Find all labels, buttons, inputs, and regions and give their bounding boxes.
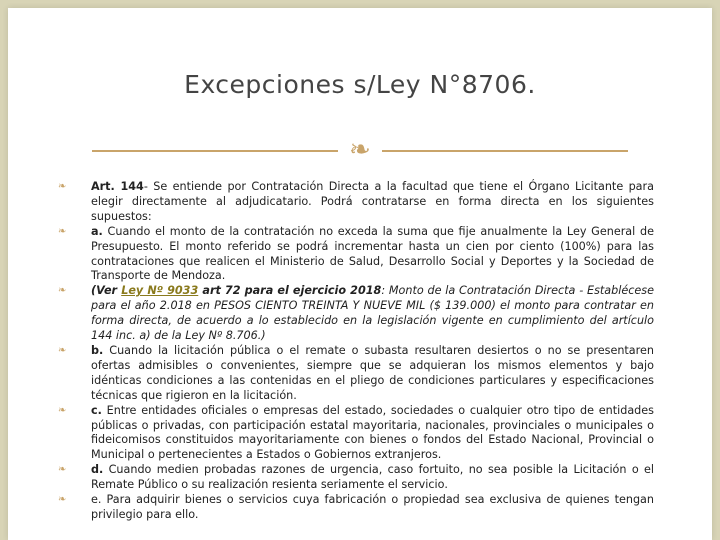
bullet-list [58, 180, 654, 523]
slide-title: Excepciones s/Ley N°8706. [184, 70, 536, 99]
item-text: - Se entiende por Contratación Directa a la facultad que tiene el Órgano Licitante para elegir directamente al adjudicatario. Podrá contratarse en forma directa en los siguientes supuestos: [91, 180, 654, 223]
item-lead: d. [91, 463, 104, 477]
item-text: e. Para adquirir bienes o servicios cuya fabricación o propiedad sea exclusiva de quienes tengan privilegio para ello. [91, 493, 654, 521]
list-item [58, 344, 654, 404]
divider-line-right [382, 150, 628, 152]
item-prefix: (Ver [91, 284, 122, 298]
law-link[interactable]: Ley Nº 9033 [121, 284, 199, 298]
list-item [58, 180, 654, 225]
item-text: Cuando el monto de la contratación no exceda la suma que fije anualmente la Ley General de Presupuesto. El monto referido se podrá incrementar hasta un cien por ciento (100%) para las contrataciones que realicen el Ministerio de Salud, Desarrollo Social y Deportes y la Sociedad de Transporte de Mendoza. [91, 224, 654, 283]
leaf-bullet-icon: ❧ [58, 285, 67, 297]
ornament-icon: ❧ [349, 135, 371, 165]
list-item [58, 284, 654, 344]
leaf-bullet-icon: ❧ [58, 181, 67, 192]
leaf-bullet-icon: ❧ [58, 464, 67, 476]
item-text: Cuando la licitación pública o el remate o subasta resultaren desiertos o no se presentaren ofertas admisibles o convenientes, siempre que se adquieran los mismos elementos y bajo idénticas condiciones a las contenidas en el pliego de condiciones particulares y especificaciones técnicas que rigieron en la licitación. [91, 343, 654, 402]
leaf-bullet-icon: ❧ [58, 344, 67, 356]
list-item [58, 404, 654, 464]
leaf-bullet-icon: ❧ [58, 494, 67, 506]
item-emphasis: art 72 para el ejercicio 2018 [198, 284, 382, 298]
leaf-bullet-icon: ❧ [58, 225, 67, 237]
list-item [58, 493, 654, 523]
leaf-bullet-icon: ❧ [58, 404, 67, 416]
item-text: : Monto de la Contratación Directa - Establécese para el año 2.018 en PESOS CIENTO TREINTA Y NUEVE MIL ($ 139.000) el monto para contratar en forma directa, de acuerdo a lo establecido en la legislación vigente en cumplimiento del artículo 144 inc. a) de la Ley Nº 8.706.) [91, 284, 654, 343]
item-lead: b. [91, 343, 104, 357]
divider-line-left [92, 150, 338, 152]
item-lead: c. [91, 403, 102, 417]
list-item [58, 463, 654, 493]
item-text: Entre entidades oficiales o empresas del estado, sociedades o cualquier otro tipo de entidades públicas o privadas, con participación estatal mayoritaria, nacionales, provinciales o municipales o fideicomisos constituidos mayoritariamente con bienes o fondos del Estado Nacional, Provincial o Municipal o pertenecientes a Estados o Gobiernos extranjeros. [91, 403, 654, 462]
item-lead: Art. 144 [91, 180, 144, 193]
list-item [58, 225, 654, 285]
item-lead: a. [91, 224, 103, 238]
item-text: Cuando medien probadas razones de urgencia, caso fortuito, no sea posible la Licitación o el Remate Público o su realización resienta seriamente el servicio. [91, 463, 654, 492]
